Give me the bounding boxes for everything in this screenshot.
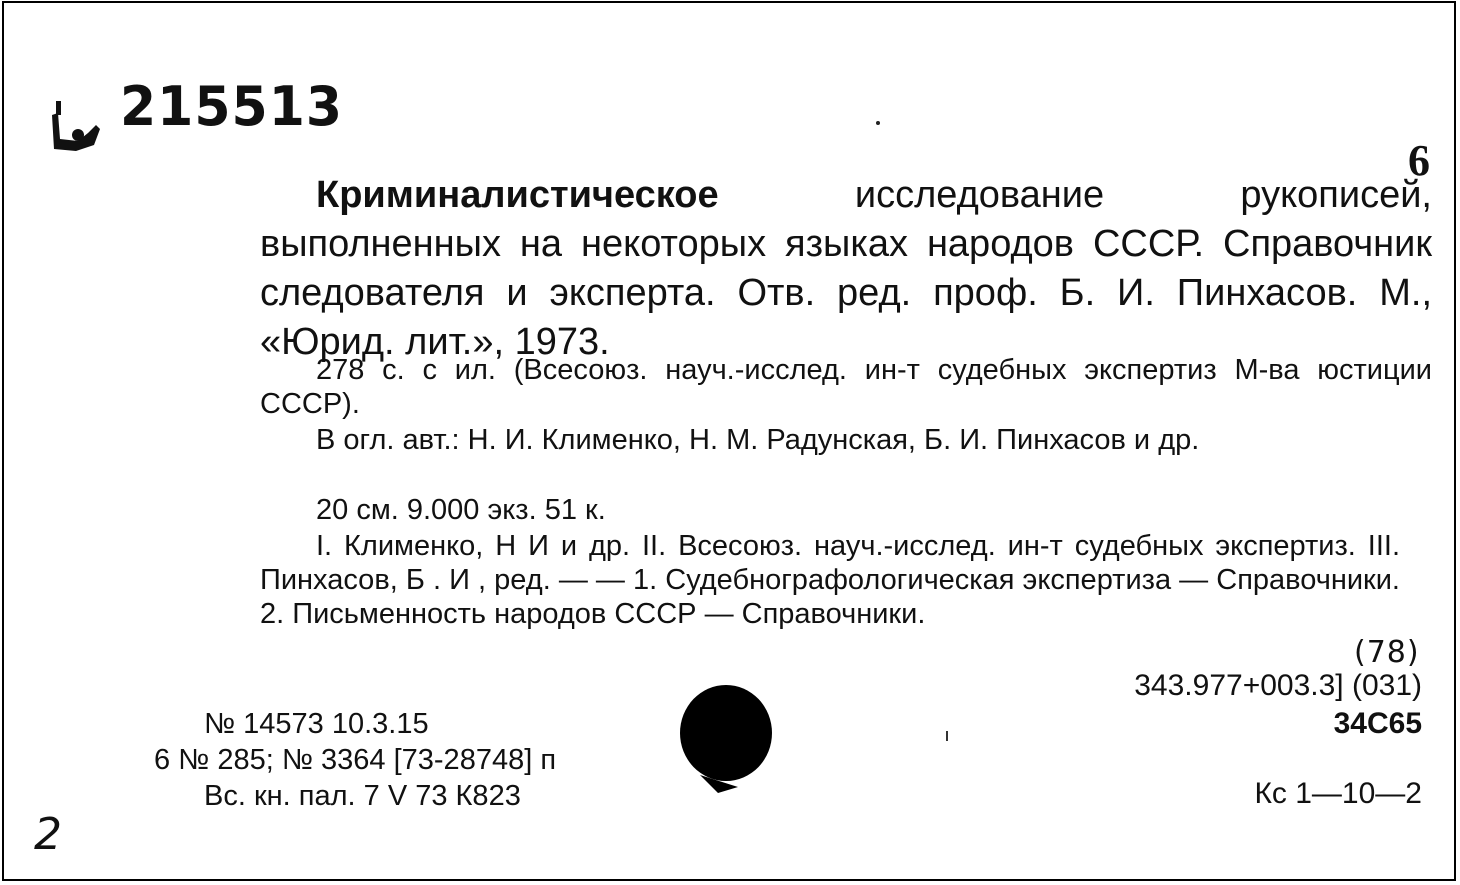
pagination-note: 278 с. с ил. (Всесоюз. науч.-исслед. ин-т судебных экспертиз М-ва юстиции СССР). xyxy=(260,354,1432,420)
printing-info: 6 № 285; № 3364 [73-28748] п xyxy=(154,744,557,776)
margin-note: 2 xyxy=(34,809,63,860)
udc-index: 343.977+003.3] (031) xyxy=(1134,669,1422,702)
inventory-number: 215513 xyxy=(120,75,344,139)
authors-note: В огл. авт.: Н. И. Клименко, Н. М. Радунская, Б. И. Пинхасов и др. xyxy=(316,424,1200,456)
format-note: 20 см. 9.000 экз. 51 к. xyxy=(316,494,606,526)
kc-index: Кс 1—10—2 xyxy=(1254,777,1422,810)
speck xyxy=(946,731,948,741)
title-bold: Криминалистическое xyxy=(316,174,719,216)
chamber-info: Вс. кн. пал. 7 V 73 К823 xyxy=(204,780,521,812)
punch-hole-icon xyxy=(678,683,776,793)
title-rest: исследование рукописей, выполненных на некоторых языках народов СССР. Справочник следователя и эксперта. Отв. ред. проф. Б. И. Пинхасов. М., «Юрид. лит.», 1973. xyxy=(260,174,1432,363)
catalog-card xyxy=(2,1,1456,881)
tracings: I. Клименко, Н И и др. II. Всесоюз. науч.-исслед. ин-т судебных экспертиз. III. Пинхасов, Б . И , ред. — — 1. Судебнографологическая экспертиза — Справочники. 2. Письменность народов СССР — Справочники. xyxy=(260,530,1400,630)
bbk-index: 34С65 xyxy=(1333,707,1422,740)
library-stamp-icon xyxy=(48,95,104,155)
book-title xyxy=(260,171,1432,367)
speck xyxy=(876,121,880,125)
handwritten-mark: (78) xyxy=(1354,635,1420,670)
record-number: № 14573 10.3.15 xyxy=(204,708,429,740)
card-number: 6 xyxy=(1408,136,1430,185)
